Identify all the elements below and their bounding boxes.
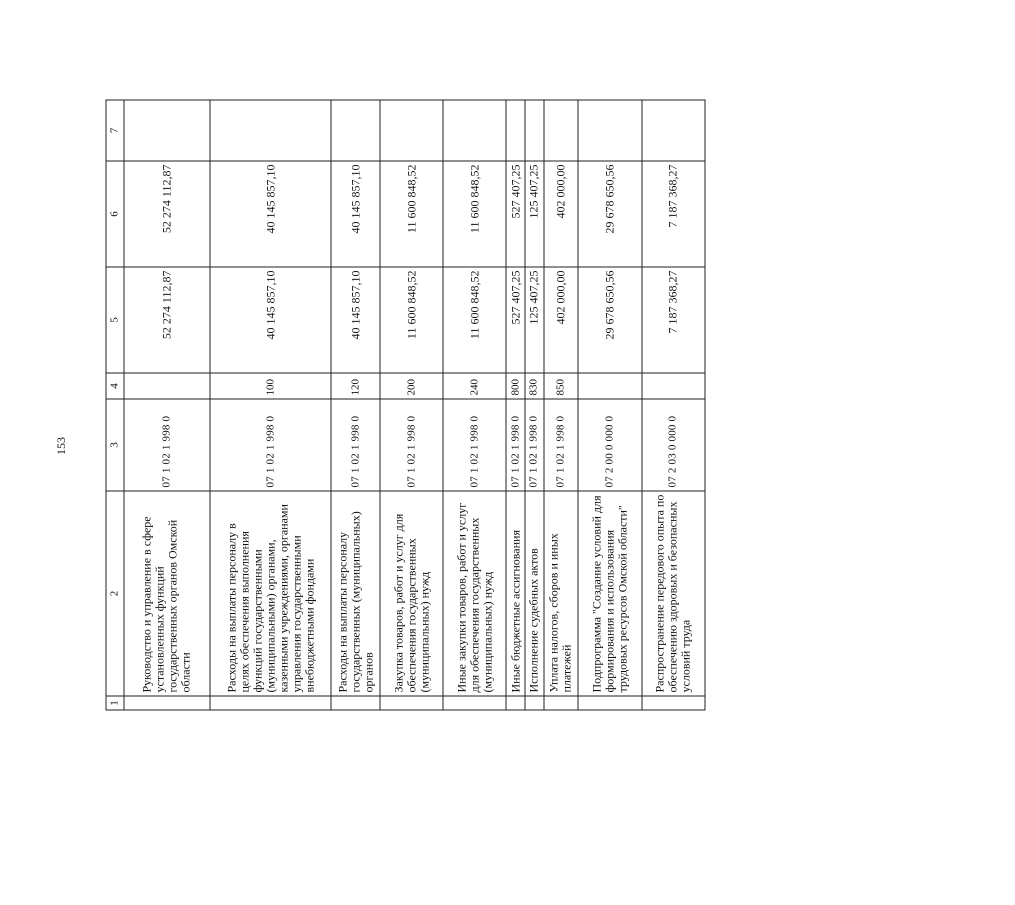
expense-type-cell: 800 — [506, 373, 525, 399]
table-row — [525, 100, 544, 710]
budget-table — [106, 100, 706, 711]
expense-type-cell: 100 — [210, 373, 331, 399]
amount-cell-5: 402 000,00 — [544, 267, 578, 373]
table-header-row — [106, 100, 124, 710]
row-number-cell — [578, 696, 642, 710]
row-number-cell — [210, 696, 331, 710]
expense-type-cell: 850 — [544, 373, 578, 399]
description-cell: Распространение передового опыта по обеспечению здоровых и безопасных условий труда — [642, 491, 705, 696]
amount-cell-6: 402 000,00 — [544, 161, 578, 267]
header-cell-5: 5 — [106, 267, 124, 373]
amount-cell-6: 40 145 857,10 — [331, 161, 380, 267]
row-number-cell — [331, 696, 380, 710]
amount-cell-5: 40 145 857,10 — [210, 267, 331, 373]
row-number-cell — [380, 696, 443, 710]
expense-type-cell — [642, 373, 705, 399]
amount-cell-6: 527 407,25 — [506, 161, 525, 267]
amount-cell-7 — [124, 100, 210, 161]
row-number-cell — [544, 696, 578, 710]
amount-cell-6: 125 407,25 — [525, 161, 544, 267]
amount-cell-7 — [578, 100, 642, 161]
target-code-cell: 07 1 02 1 998 0 — [525, 399, 544, 491]
table-row — [443, 100, 506, 710]
amount-cell-7 — [210, 100, 331, 161]
header-cell-3: 3 — [106, 399, 124, 491]
description-cell: Исполнение судебных актов — [525, 491, 544, 696]
amount-cell-6: 11 600 848,52 — [443, 161, 506, 267]
description-cell: Подпрограмма "Создание условий для формирования и использования трудовых ресурсов Омской области" — [578, 491, 642, 696]
amount-cell-7 — [506, 100, 525, 161]
amount-cell-5: 125 407,25 — [525, 267, 544, 373]
amount-cell-5: 527 407,25 — [506, 267, 525, 373]
amount-cell-5: 52 274 112,87 — [124, 267, 210, 373]
header-cell-2: 2 — [106, 491, 124, 696]
amount-cell-6: 11 600 848,52 — [380, 161, 443, 267]
amount-cell-7 — [642, 100, 705, 161]
amount-cell-6: 29 678 650,56 — [578, 161, 642, 267]
target-code-cell: 07 2 00 0 000 0 — [578, 399, 642, 491]
header-cell-1: 1 — [106, 696, 124, 710]
amount-cell-7 — [380, 100, 443, 161]
expense-type-cell: 200 — [380, 373, 443, 399]
table-row — [506, 100, 525, 710]
description-cell: Расходы на выплаты персоналу государственных (муниципальных) органов — [331, 491, 380, 696]
row-number-cell — [525, 696, 544, 710]
target-code-cell: 07 2 03 0 000 0 — [642, 399, 705, 491]
row-number-cell — [506, 696, 525, 710]
table-row — [578, 100, 642, 710]
table-row — [124, 100, 210, 710]
target-code-cell: 07 1 02 1 998 0 — [210, 399, 331, 491]
amount-cell-5: 29 678 650,56 — [578, 267, 642, 373]
description-cell: Расходы на выплаты персоналу в целях обеспечения выполнения функций государственными (муниципальными) органами, казенными учреждениями, органами управления государственными внебюджетными фондами — [210, 491, 331, 696]
table-row — [380, 100, 443, 710]
amount-cell-5: 11 600 848,52 — [443, 267, 506, 373]
description-cell: Руководство и управление в сфере установленных функций государственных органов Омской области — [124, 491, 210, 696]
row-number-cell — [443, 696, 506, 710]
amount-cell-7 — [544, 100, 578, 161]
table-row — [544, 100, 578, 710]
amount-cell-7 — [443, 100, 506, 161]
amount-cell-6: 40 145 857,10 — [210, 161, 331, 267]
target-code-cell: 07 1 02 1 998 0 — [443, 399, 506, 491]
target-code-cell: 07 1 02 1 998 0 — [124, 399, 210, 491]
amount-cell-7 — [331, 100, 380, 161]
table-row — [210, 100, 331, 710]
description-cell: Закупка товаров, работ и услуг для обеспечения государственных (муниципальных) нужд — [380, 491, 443, 696]
amount-cell-6: 7 187 368,27 — [642, 161, 705, 267]
description-cell: Уплата налогов, сборов и иных платежей — [544, 491, 578, 696]
page-number: 153 — [54, 437, 68, 455]
header-cell-7: 7 — [106, 100, 124, 161]
amount-cell-5: 7 187 368,27 — [642, 267, 705, 373]
header-cell-4: 4 — [106, 373, 124, 399]
amount-cell-5: 40 145 857,10 — [331, 267, 380, 373]
description-cell: Иные закупки товаров, работ и услуг для обеспечения государственных (муниципальных) нужд — [443, 491, 506, 696]
target-code-cell: 07 1 02 1 998 0 — [331, 399, 380, 491]
expense-type-cell — [124, 373, 210, 399]
header-cell-6: 6 — [106, 161, 124, 267]
amount-cell-5: 11 600 848,52 — [380, 267, 443, 373]
expense-type-cell: 830 — [525, 373, 544, 399]
target-code-cell: 07 1 02 1 998 0 — [380, 399, 443, 491]
amount-cell-6: 52 274 112,87 — [124, 161, 210, 267]
row-number-cell — [642, 696, 705, 710]
target-code-cell: 07 1 02 1 998 0 — [506, 399, 525, 491]
amount-cell-7 — [525, 100, 544, 161]
description-cell: Иные бюджетные ассигнования — [506, 491, 525, 696]
row-number-cell — [124, 696, 210, 710]
expense-type-cell: 240 — [443, 373, 506, 399]
target-code-cell: 07 1 02 1 998 0 — [544, 399, 578, 491]
expense-type-cell — [578, 373, 642, 399]
table-row — [331, 100, 380, 710]
expense-type-cell: 120 — [331, 373, 380, 399]
table-row — [642, 100, 705, 710]
